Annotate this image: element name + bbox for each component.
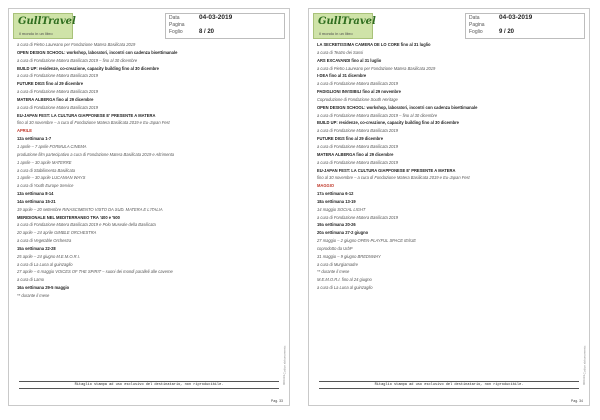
- event-detail-line: a cura di Lamo: [17, 277, 45, 283]
- event-detail-line: ** durante il mese: [317, 269, 350, 275]
- event-detail-line: 20 aprile – 24 aprile GIMBLE ORCHESTRA: [17, 230, 97, 236]
- event-detail-line: fino al 30 novembre – a cura di Fondazione Matera Basilicata 2019 e Eu-Japan Fest: [317, 175, 470, 181]
- event-title-line: LA SECRETISSIMA CAMERA DE LO CORE fino al 31 luglio: [317, 42, 431, 47]
- document-page-left: [8, 8, 290, 406]
- event-title-line: ARS EXCAVANDI fino al 31 luglio: [317, 57, 382, 63]
- event-detail-line: 27 aprile – 6 maggio VOICES OF THE SPIRIT – suoni dei mondi paralleli alle caverne: [17, 269, 173, 275]
- event-title-line: 13a settimana 8-14: [17, 191, 54, 197]
- reproduction-notice: Ritaglio stampa ad uso esclusivo del destinatario, non riproducibile.: [19, 381, 279, 389]
- event-title-line: EU-JAPAN FEST: LA CULTURA GIAPPONESE E' PRESENTE A MATERA: [17, 112, 156, 118]
- month-heading: APRILE: [17, 128, 33, 134]
- event-detail-line: 19 aprile – 20 settembre RINASCIMENTO VISTO DA SUD. MATERA E L'ITALIA: [17, 206, 163, 212]
- event-detail-line: a cura di Youth Europe Service: [17, 183, 74, 189]
- event-detail-line: a cura di Stabilimenta Basilicata: [17, 167, 76, 173]
- event-title-line: 12a settimana 1-7: [17, 136, 52, 142]
- meta-row-foglio: [469, 28, 581, 36]
- event-title-line: 20a settimana 27-2 giugno: [317, 230, 369, 236]
- event-detail-line: a cura di La Luna al guinzaglio: [17, 261, 73, 267]
- logo-tagline: il mondo in un libro: [319, 31, 353, 36]
- event-title-line: 14a settimana 15-21: [17, 198, 56, 204]
- meta-label: Pagina: [169, 22, 185, 28]
- event-detail-line: a cura di Teatro dei Sassi: [317, 49, 364, 55]
- meta-value-data: 04-03-2019: [499, 14, 533, 21]
- event-title-line: 19a settimana 20-26: [317, 222, 356, 228]
- event-detail-line: a cura di Fondazione Matera Basilicata 2019: [317, 128, 399, 134]
- event-detail-line: a cura di Vegetable Orchestra: [17, 238, 72, 244]
- event-title-line: OPEN DESIGN SCHOOL: workshop, laboratori, incontri con cadenza bisettimanale: [317, 104, 478, 110]
- event-detail-line: 27 maggio – 2 giugno OPEN-PLAYFUL SPACE IE/IUE: [317, 238, 416, 244]
- meta-label: Data: [169, 15, 180, 21]
- event-detail-line: a cura di Fondazione Matera Basilicata 2019 e Polo Museale della Basilicata: [17, 222, 156, 228]
- page-number: Pag. 34: [570, 399, 583, 403]
- page-number: Pag. 33: [270, 399, 283, 403]
- meta-value-data: 04-03-2019: [199, 14, 233, 21]
- event-detail-line: 14 maggio SOCIAL LIGHT: [317, 206, 366, 212]
- meta-label: Pagina: [469, 22, 485, 28]
- event-detail-line: M.E.M.O.R.I. fino al 24 giugno: [317, 277, 372, 283]
- event-detail-line: 31 maggio – 9 giugno BREDNWAY: [317, 253, 381, 259]
- event-detail-line: a cura di Fondazione Matera Basilicata 2019: [17, 104, 99, 110]
- event-title-line: 16a settimana 29-5 maggio: [17, 285, 70, 291]
- event-title-line: EU-JAPAN FEST: LA CULTURA GIAPPONESE E' PRESENTE A MATERA: [317, 167, 456, 173]
- subscription-code-label: Codice abbonamento:: [282, 345, 286, 375]
- event-detail-line: a cura di Fondazione Matera Basilicata 2019: [17, 73, 99, 79]
- month-heading: MAGGIO: [317, 183, 335, 189]
- page-content: [17, 41, 271, 379]
- document-page-right: [308, 8, 590, 406]
- page-header: [13, 13, 285, 39]
- event-detail-line: a cura di Fondazione Matera Basilicata 2019 – fino al 30 dicembre: [17, 57, 138, 63]
- meta-box: [165, 13, 285, 39]
- page-content: [317, 41, 571, 379]
- event-detail-line: a cura di La Luna al guinzaglio: [317, 285, 373, 291]
- event-title-line: BUILD UP: residenze, co-creazione, capacity building fino al 30 dicembre: [17, 65, 159, 71]
- event-title-line: OPEN DESIGN SCHOOL: workshop, laboratori, incontri con cadenza bisettimanale: [17, 49, 178, 55]
- meta-value-foglio: 9 / 20: [499, 29, 515, 35]
- subscription-code-number: 000319: [582, 375, 586, 386]
- meta-box: [465, 13, 585, 39]
- event-detail-line: Coproduzione di Fondazione South Heritage: [317, 96, 398, 102]
- event-title-line: BUILD UP: residenze, co-creazione, capacity building fino al 30 dicembre: [317, 120, 459, 126]
- subscription-code-number: 000319: [282, 375, 286, 386]
- meta-label: Data: [469, 15, 480, 21]
- event-detail-line: a cura di Fondazione Matera Basilicata 2019 – fino al 30 dicembre: [317, 112, 438, 118]
- event-detail-line: a cura di Fondazione Matera Basilicata 2019: [317, 214, 399, 220]
- logo-tagline: il mondo in un libro: [19, 31, 53, 36]
- gulltravel-logo: [313, 13, 376, 39]
- logo-brand: GullTravel: [318, 16, 376, 27]
- event-detail-line: a cura di Pietro Laureano per Fondazione Matera Basilicata 2019: [317, 65, 436, 71]
- event-detail-line: 1 aprile – 30 aprile MATERRE: [17, 159, 72, 165]
- event-detail-line: a cura di Pietro Laureano per Fondazione Matera Basilicata 2019: [17, 42, 136, 47]
- event-detail-line: ** durante il mese: [17, 293, 50, 298]
- event-detail-line: a cura di Fondazione Matera Basilicata 2019: [317, 159, 399, 165]
- event-detail-line: coprodotto da UrbP: [317, 245, 353, 251]
- event-title-line: MATERA ALBERGA fino al 29 dicembre: [17, 96, 94, 102]
- event-title-line: I-DEA fino al 31 dicembre: [317, 73, 367, 79]
- event-detail-line: fino al 30 novembre – a cura di Fondazione Matera Basilicata 2019 e Eu-Japan Fest: [17, 120, 170, 126]
- meta-value-foglio: 8 / 20: [199, 29, 215, 35]
- event-title-line: MERIDIONALE NEL MEDITERRANEO TRA '400 e '500: [17, 214, 120, 220]
- meta-label: Foglio: [169, 29, 183, 35]
- event-detail-line: 1 aprile – 7 aprile FORMULA CINEMA: [17, 143, 87, 149]
- event-detail-line: a cura di Murgiamadre: [317, 261, 358, 267]
- event-title-line: 18a settimana 13-19: [317, 198, 356, 204]
- event-title-line: FUTURE DIGS fino al 29 dicembre: [317, 136, 383, 142]
- event-title-line: FUTURE DIGS fino al 29 dicembre: [17, 81, 83, 87]
- event-title-line: PADIGLIONI INVISIBILI fino al 29 novembre: [317, 89, 401, 95]
- gulltravel-logo: [13, 13, 76, 39]
- event-detail-line: a cura di Fondazione Matera Basilicata 2019: [317, 143, 399, 149]
- reproduction-notice: Ritaglio stampa ad uso esclusivo del destinatario, non riproducibile.: [319, 381, 579, 389]
- event-title-line: 17a settimana 6-12: [317, 191, 354, 197]
- page-header: [313, 13, 585, 39]
- event-detail-line: 1 aprile – 30 aprile LUCANIAN WAYS: [17, 175, 86, 181]
- meta-label: Foglio: [469, 29, 483, 35]
- meta-row-foglio: [169, 28, 281, 36]
- event-detail-line: 25 aprile – 24 giugno M.E.M.O.R.I.: [17, 253, 81, 259]
- event-detail-line: a cura di Fondazione Matera Basilicata 2019: [317, 81, 399, 87]
- logo-brand: GullTravel: [18, 16, 76, 27]
- subscription-code-label: Codice abbonamento:: [582, 345, 586, 375]
- event-detail-line: a cura di Fondazione Matera Basilicata 2019: [17, 89, 99, 95]
- event-title-line: MATERA ALBERGA fino al 29 dicembre: [317, 151, 394, 157]
- event-title-line: 15a settimana 22-28: [17, 245, 56, 251]
- event-detail-line: produzione film partecipativo a cura di Fondazione Matera Basilicata 2019 e Altrimenta: [17, 151, 175, 157]
